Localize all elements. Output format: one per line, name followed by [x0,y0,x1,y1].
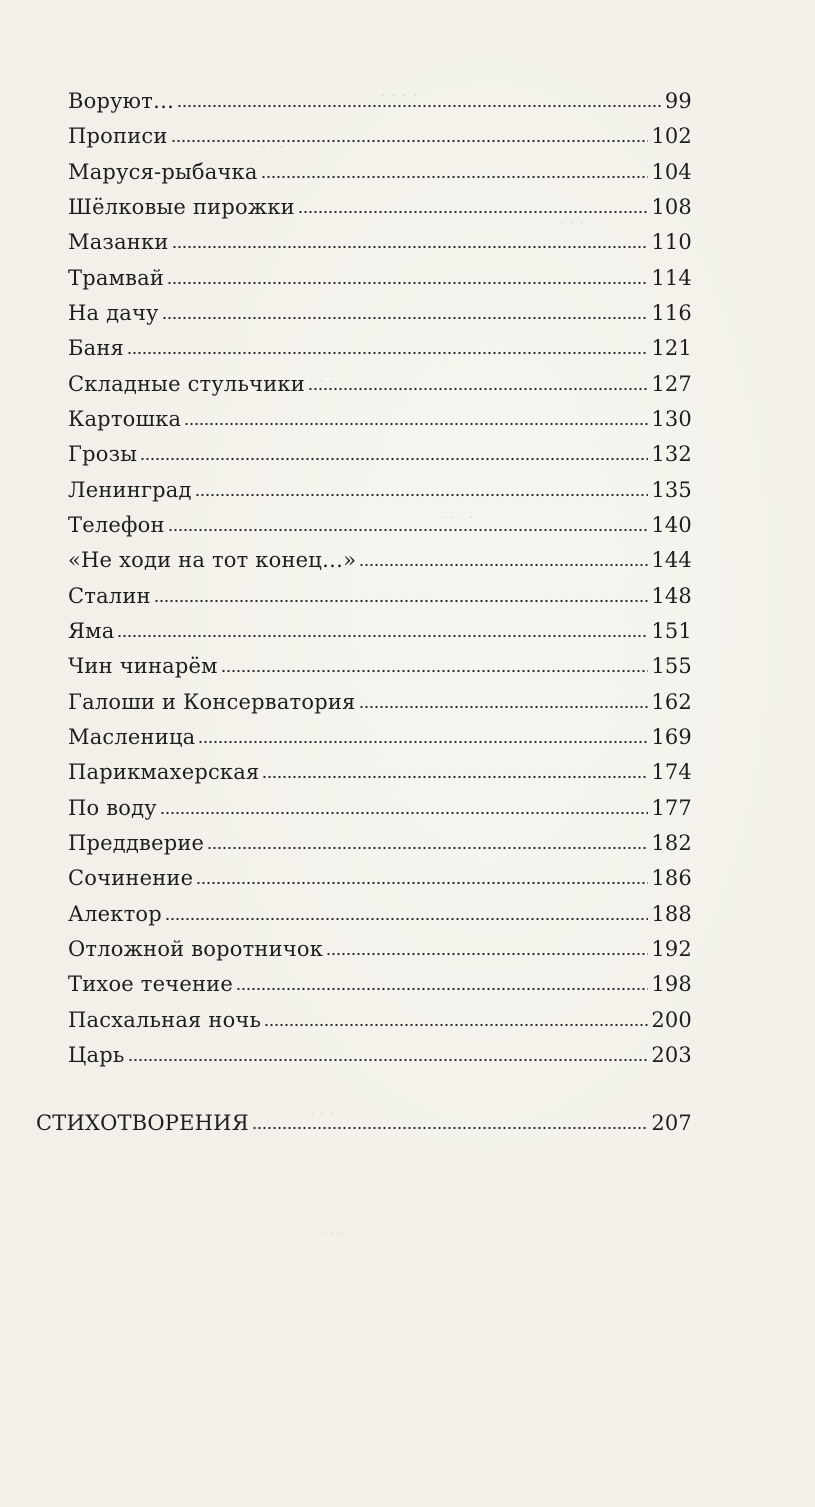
toc-entry[interactable] [68,926,692,962]
toc-entry-page: 155 [651,654,692,678]
dot-leader [177,104,662,108]
dot-leader [326,952,648,956]
toc-entry-page: 99 [664,89,692,113]
toc-entry-title: Алектор [68,902,162,926]
dot-leader [184,422,648,426]
toc-entry-title: Сочинение [68,866,194,890]
toc-entry-page: 186 [651,866,692,890]
toc-entry[interactable] [68,325,692,361]
toc-entry[interactable] [68,78,692,114]
toc-entry[interactable] [68,820,692,856]
toc-entry[interactable] [68,184,692,220]
dot-leader [160,811,649,815]
dot-leader [128,1058,649,1062]
toc-entry-page: 151 [651,619,692,643]
toc-entry-title: Царь [68,1043,125,1067]
toc-entry-title: На дачу [68,301,159,325]
dot-leader [162,316,649,320]
toc-entry-page: 177 [651,796,692,820]
toc-entry-page: 102 [651,124,692,148]
toc-entry-page: 200 [651,1008,692,1032]
toc-entry-title: По воду [68,796,157,820]
dot-leader [262,775,648,779]
toc-entry[interactable] [68,537,692,573]
toc-entry[interactable] [68,573,692,609]
toc-entry[interactable] [68,679,692,715]
toc-section-title: СТИХОТВОРЕНИЯ [36,1111,249,1135]
toc-entry-title: Тихое течение [68,972,233,996]
toc-entry-page: 174 [651,760,692,784]
toc-entry-page: 135 [651,478,692,502]
toc-entry[interactable] [68,396,692,432]
dot-leader [198,740,648,744]
toc-entry-page: 132 [651,442,692,466]
toc-entry[interactable] [68,113,692,149]
toc-entry-page: 182 [651,831,692,855]
toc-entry-page: 148 [651,584,692,608]
toc-entry-title: Яма [68,619,115,643]
toc-entry-title: Сталин [68,584,151,608]
toc-entry[interactable] [68,855,692,891]
toc-entry-page: 127 [651,372,692,396]
toc-entry-page: 140 [651,513,692,537]
toc-entry-title: Преддверие [68,831,205,855]
toc-entry-title: Ленинград [68,478,192,502]
dot-leader [140,457,648,461]
dot-leader [207,846,648,850]
dot-leader [171,139,649,143]
toc-entry[interactable] [68,219,692,255]
toc-entry-title: Воруют… [68,89,175,113]
toc-entry-page: 108 [651,195,692,219]
dot-leader [127,351,648,355]
toc-entry-title: Телефон [68,513,165,537]
toc-entry[interactable] [68,361,692,397]
toc-entry-title: Маруся-рыбачка [68,160,258,184]
toc-entry-title: Масленица [68,725,196,749]
toc-entry-title: Прописи [68,124,168,148]
toc-entry-page: 144 [651,548,692,572]
toc-entry-page: 188 [651,902,692,926]
dot-leader [165,917,648,921]
dot-leader [172,245,649,249]
dot-leader [264,1023,648,1027]
dot-leader [261,175,649,179]
toc-entry[interactable] [68,290,692,326]
toc-entry[interactable] [68,255,692,291]
toc-entry-page: 121 [651,336,692,360]
toc-entry[interactable] [68,997,692,1033]
toc-entry-title: Отложной воротничок [68,937,324,961]
show-through-text: · · · · · · · · · · · · · · · · · · · · · · · · [260,86,584,1243]
toc-entry[interactable] [68,149,692,185]
toc-entry-page: 116 [651,301,692,325]
toc-entry[interactable] [68,785,692,821]
toc-entry[interactable] [68,431,692,467]
toc-section-poems[interactable] [36,1100,692,1136]
toc-entry-page: 130 [651,407,692,431]
toc-entry-page: 104 [651,160,692,184]
toc-entry-page: 114 [651,266,692,290]
dot-leader [221,669,649,673]
dot-leader [298,210,648,214]
toc-entry-page: 203 [651,1043,692,1067]
toc-entry-title: Чин чинарём [68,654,218,678]
toc-entry-title: Шёлковые пирожки [68,195,295,219]
toc-entry-title: Парикмахерская [68,760,260,784]
dot-leader [117,634,648,638]
toc-entry-title: Галоши и Консерватория [68,690,356,714]
toc-entry[interactable] [68,502,692,538]
dot-leader [167,281,648,285]
toc-entry[interactable] [68,467,692,503]
toc-entry[interactable] [68,714,692,750]
toc-entry[interactable] [68,891,692,927]
dot-leader [195,493,649,497]
toc-entry[interactable] [68,749,692,785]
toc-entry-title: Баня [68,336,124,360]
toc-entry[interactable] [68,1032,692,1068]
toc-entry-title: Складные стульчики [68,372,305,396]
toc-entry-page: 110 [651,230,692,254]
toc-entry-title: Картошка [68,407,182,431]
dot-leader [168,528,649,532]
toc-entry[interactable] [68,961,692,997]
toc-entry-title: Трамвай [68,266,165,290]
toc-entry-title: Грозы [68,442,138,466]
dot-leader [196,881,648,885]
toc-section-page: 207 [651,1111,692,1135]
toc-entry-page: 169 [651,725,692,749]
dot-leader [252,1126,648,1130]
toc-entry-title: Пасхальная ночь [68,1008,262,1032]
toc-entry-title: Мазанки [68,230,169,254]
dot-leader [359,705,649,709]
toc-entry[interactable] [68,643,692,679]
toc-entry-page: 162 [651,690,692,714]
toc-entry-page: 192 [651,937,692,961]
toc-entry[interactable] [68,608,692,644]
dot-leader [359,563,648,567]
dot-leader [154,599,649,603]
toc-entry-title: «Не ходи на тот конец…» [68,548,357,572]
dot-leader [236,987,648,991]
toc-entry-page: 198 [651,972,692,996]
dot-leader [308,387,648,391]
